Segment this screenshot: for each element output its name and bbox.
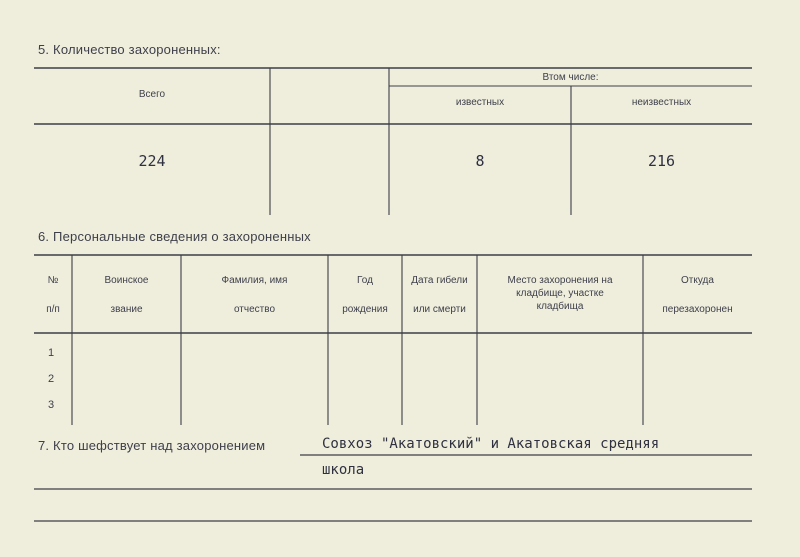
col-place-line3: кладбища bbox=[536, 301, 584, 312]
col-from-line2: перезахоронен bbox=[662, 304, 733, 315]
col-including-label: Втом числе: bbox=[542, 72, 599, 83]
row-number-1: 1 bbox=[48, 347, 55, 359]
col-total-label: Всего bbox=[138, 89, 166, 100]
col-place-line2: кладбище, участке bbox=[516, 288, 604, 299]
col-place-line1: Место захоронения на bbox=[507, 275, 613, 286]
row-number-2: 2 bbox=[48, 373, 55, 385]
col-place-header bbox=[477, 274, 643, 313]
total-value: 224 bbox=[138, 152, 166, 170]
col-birth-line1: Год bbox=[357, 275, 373, 286]
col-name-header bbox=[181, 274, 328, 318]
col-rank-line1: Воинское bbox=[104, 275, 149, 286]
section6-heading: 6. Персональные сведения о захороненных bbox=[38, 229, 311, 244]
col-name-line2: отчество bbox=[233, 304, 276, 315]
col-death-header bbox=[402, 274, 477, 318]
col-rank-header bbox=[72, 274, 181, 318]
col-from-line1: Откуда bbox=[681, 275, 714, 286]
col-death-line1: Дата гибели bbox=[411, 275, 468, 286]
col-num-line2: п/п bbox=[46, 304, 60, 315]
col-unknown-label: неизвестных bbox=[631, 97, 692, 108]
col-birth-line2: рождения bbox=[342, 304, 388, 315]
col-known-label: известных bbox=[455, 97, 505, 108]
known-value: 8 bbox=[475, 152, 485, 170]
patron-line-2: школа bbox=[322, 462, 365, 478]
col-birth-header bbox=[328, 274, 402, 318]
col-num-header bbox=[34, 274, 72, 318]
col-from-header bbox=[643, 274, 752, 318]
unknown-value: 216 bbox=[647, 152, 676, 170]
section7-heading: 7. Кто шефствует над захоронением bbox=[38, 438, 266, 453]
col-rank-line2: звание bbox=[110, 304, 143, 315]
row-number-3: 3 bbox=[48, 399, 55, 411]
col-name-line1: Фамилия, имя bbox=[221, 275, 288, 286]
patron-line-1: Совхоз "Акатовский" и Акатовская средняя bbox=[322, 436, 660, 452]
section5-heading: 5. Количество захороненных: bbox=[38, 42, 221, 57]
col-num-line1: № bbox=[47, 275, 59, 286]
col-death-line2: или смерти bbox=[413, 304, 466, 315]
